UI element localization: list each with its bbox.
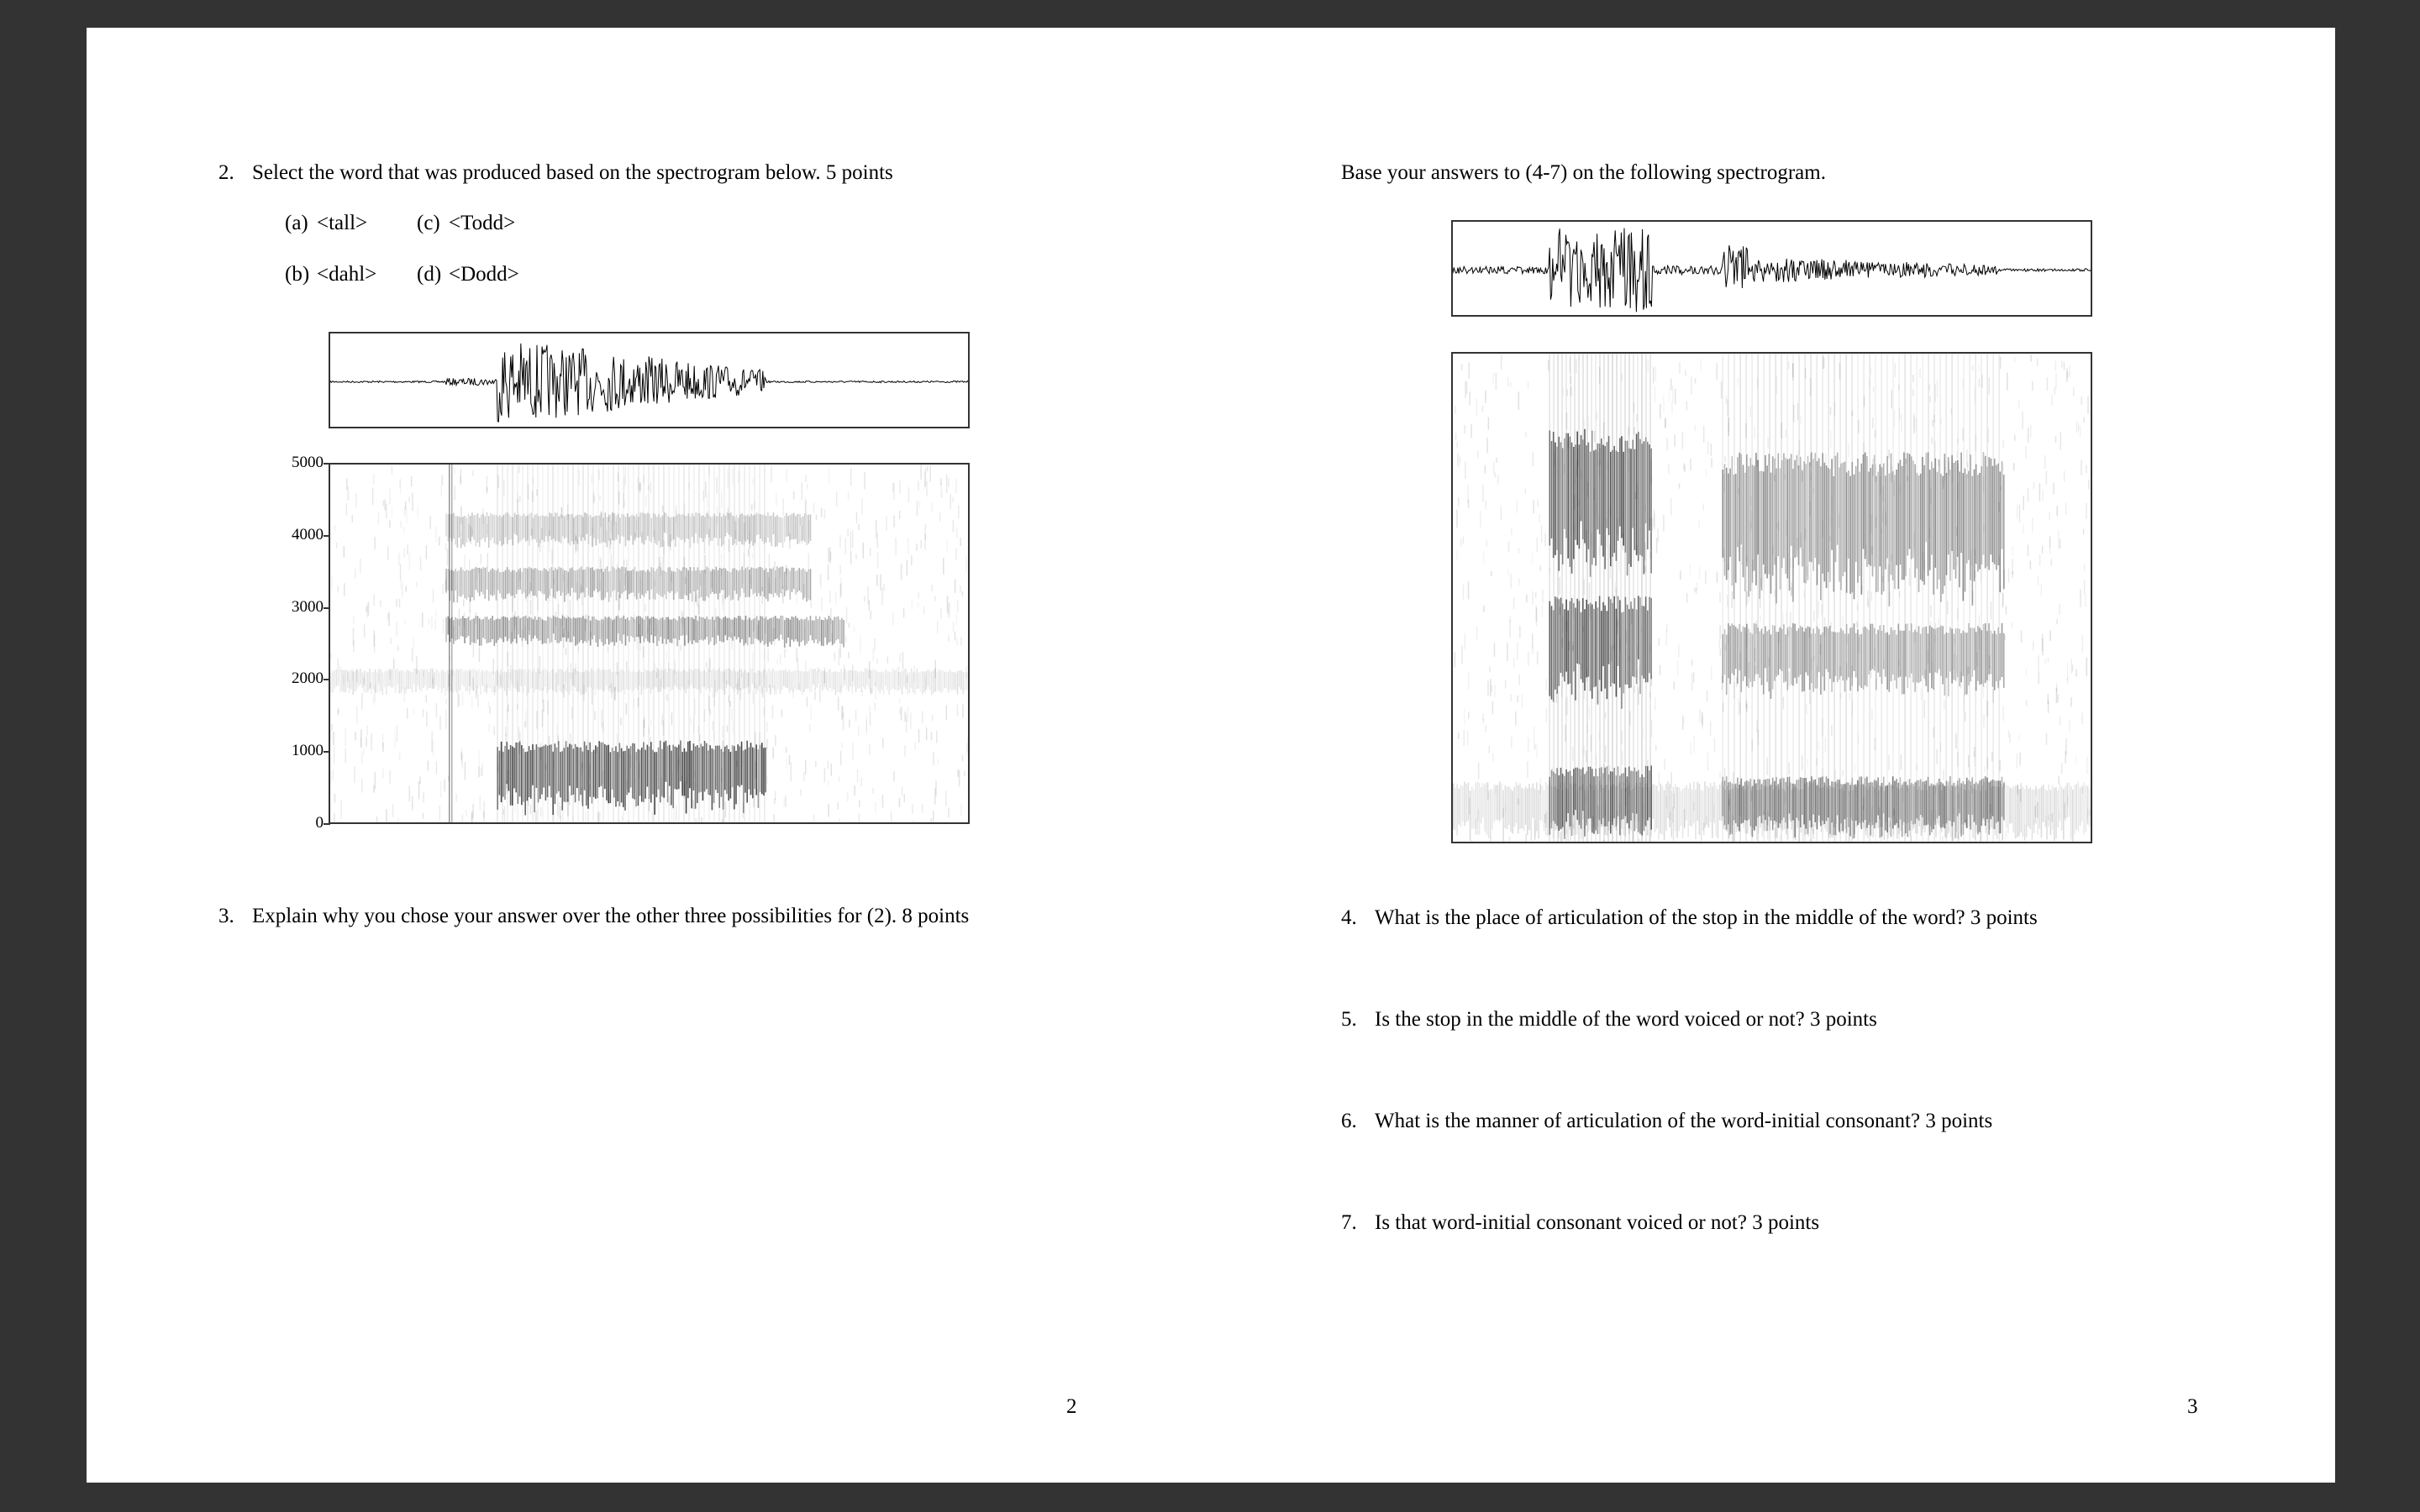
q5-number: 5. bbox=[1341, 1008, 1357, 1031]
q7-number: 7. bbox=[1341, 1211, 1357, 1234]
waveform-left bbox=[329, 332, 970, 428]
waveform-right-trace bbox=[1453, 222, 2092, 317]
y-tick-label: 2000 bbox=[292, 669, 324, 687]
spectrogram-left bbox=[329, 463, 970, 824]
option-a-label: (a) bbox=[285, 212, 308, 234]
option-d-label: (d) bbox=[417, 263, 442, 286]
spectrogram-right-image bbox=[1453, 354, 2092, 843]
option-a-word: <tall> bbox=[317, 212, 368, 234]
q6-text: What is the manner of articulation of the word-initial consonant? 3 points bbox=[1375, 1110, 1993, 1132]
option-b-label: (b) bbox=[285, 263, 310, 286]
q2-number: 2. bbox=[218, 161, 234, 184]
q4-text: What is the place of articulation of the stop in the middle of the word? 3 points bbox=[1375, 906, 2038, 929]
option-c-word: <Todd> bbox=[449, 212, 516, 234]
q6-number: 6. bbox=[1341, 1110, 1357, 1132]
option-c-label: (c) bbox=[417, 212, 440, 234]
option-d-word: <Dodd> bbox=[449, 263, 519, 286]
q7-text: Is that word-initial consonant voiced or not? 3 points bbox=[1375, 1211, 1820, 1234]
y-tick-label: 0 bbox=[315, 814, 324, 832]
page-number-left: 2 bbox=[1066, 1395, 1077, 1418]
q3-text: Explain why you chose your answer over the other three possibilities for (2). 8 points bbox=[252, 905, 970, 927]
q5-text: Is the stop in the middle of the word voiced or not? 3 points bbox=[1375, 1008, 1877, 1031]
q4-number: 4. bbox=[1341, 906, 1357, 929]
y-tick-label: 1000 bbox=[292, 742, 324, 759]
option-b-word: <dahl> bbox=[317, 263, 377, 286]
y-tick-label: 4000 bbox=[292, 526, 324, 543]
page-number-right: 3 bbox=[2187, 1395, 2198, 1418]
intro-text: Base your answers to (4-7) on the following spectrogram. bbox=[1341, 161, 1826, 184]
y-tick-label: 3000 bbox=[292, 598, 324, 616]
waveform-right bbox=[1451, 220, 2092, 317]
q3-number: 3. bbox=[218, 905, 234, 927]
y-tick-label: 5000 bbox=[292, 454, 324, 471]
spectrogram-right bbox=[1451, 352, 2092, 843]
waveform-left-trace bbox=[330, 333, 970, 428]
document-spread bbox=[87, 28, 2335, 1483]
q2-text: Select the word that was produced based on the spectrogram below. 5 points bbox=[252, 161, 893, 184]
spectrogram-left-image bbox=[330, 465, 970, 824]
